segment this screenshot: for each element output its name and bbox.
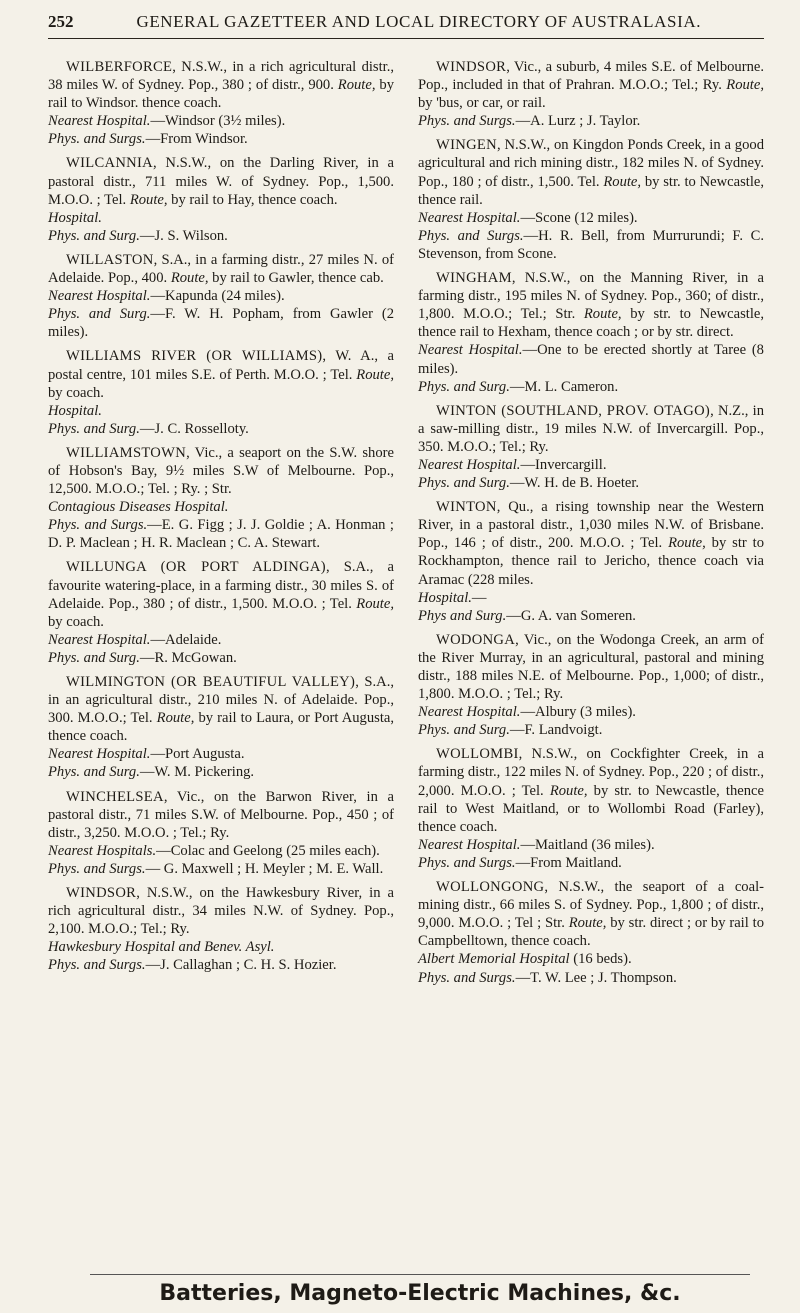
detail-label: Nearest Hospital. [418, 456, 521, 473]
entry-detail-line [418, 721, 764, 739]
detail-label: Phys. and Surgs. [48, 860, 146, 877]
route-label: Route, [170, 270, 209, 287]
detail-label: Phys. and Surg. [418, 722, 510, 739]
entry-description [48, 788, 394, 842]
detail-text: — [471, 589, 487, 606]
place-name: WILCANNIA [66, 155, 153, 172]
place-details: , N.S.W., on the Darling River, in a pastoral distr., 711 miles W. of Sydney. Pop., 1,500. M.O.O. ; Tel. [48, 155, 394, 208]
gazetteer-entry [418, 878, 764, 987]
detail-text: —E. G. Figg ; J. J. Goldie ; A. Honman ; D. P. Maclean ; H. R. Maclean ; C. A. Stewart. [48, 517, 394, 552]
entry-detail-line [418, 341, 764, 377]
text-columns [48, 58, 764, 993]
place-details: , N.S.W., on the Manning River, in a farming distr., 195 miles N. of Sydney. Pop., 360; of distr., 1,800. M.O.O.; Tel.; Str. [418, 270, 764, 323]
entry-detail-line [418, 854, 764, 872]
detail-text: —J. C. Rosselloty. [139, 420, 249, 437]
detail-text: —R. McGowan. [139, 649, 237, 666]
place-details: , Qu., a rising township near the Western River, in a pastoral distr., 1,030 miles N.W. of Brisbane. Pop., 146 ; of distr., 200. M.O.O. ; Tel. [418, 499, 764, 552]
page-header [48, 12, 764, 39]
entry-description [418, 269, 764, 341]
detail-label: Hawkesbury Hospital and Benev. Asyl. [48, 939, 275, 956]
gazetteer-entry [48, 673, 394, 782]
entry-detail-line [48, 956, 394, 974]
detail-label: Phys. and Surg. [48, 649, 140, 666]
route-details: by str to Rockhampton, thence rail to Jericho, thence coach via Aramac (228 miles. [418, 535, 765, 588]
place-name: WINDSOR [436, 59, 507, 75]
entry-detail-line [48, 130, 394, 148]
entry-detail-line [418, 607, 764, 625]
entry-detail-line [418, 589, 764, 607]
place-name: WINDSOR [66, 885, 137, 902]
entry-description [48, 58, 394, 112]
place-details: , Vic., a suburb, 4 miles S.E. of Melbourne. Pop., included in that of Prahran. M.O.O.; Tel.; Ry. [418, 59, 764, 94]
gazetteer-entry [418, 498, 764, 625]
running-title: GENERAL GAZETTEER AND LOCAL DIRECTORY OF AUSTRALASIA. [136, 12, 702, 31]
entry-description [418, 136, 764, 208]
place-details: , N.S.W., the seaport of a coal-mining distr., 66 miles S. of Sydney. Pop., 1,800 ; of distr., 9,000. M.O.O. ; Tel ; Str. [418, 879, 764, 932]
gazetteer-entry [48, 558, 394, 667]
detail-text: —Colac and Geelong (25 miles each). [156, 842, 380, 859]
place-name: WILLUNGA (OR PORT ALDINGA) [66, 559, 326, 576]
entry-detail-line [418, 836, 764, 854]
place-name: WINTON [436, 499, 497, 516]
detail-text: —W. M. Pickering. [139, 764, 255, 781]
detail-label: Phys. and Surg. [48, 764, 140, 781]
entry-detail-line [48, 842, 394, 860]
detail-text: —G. A. van Someren. [506, 607, 636, 624]
detail-text: —Albury (3 miles). [520, 704, 636, 721]
entry-description [48, 444, 394, 498]
place-name: WINTON (SOUTHLAND, PROV. OTAGO) [436, 402, 711, 419]
place-details: , Vic., on the Barwon River, in a pastoral distr., 71 miles S.W. of Melbourne. Pop., 450 ; of distr., 3,250. M.O.O. ; Tel.; Ry. [48, 788, 394, 841]
entry-detail-line [48, 649, 394, 667]
route-details: by coach. [48, 613, 104, 630]
detail-label: Phys. and Surgs. [418, 227, 524, 244]
entry-detail-line [418, 474, 764, 492]
entry-detail-line [48, 745, 394, 763]
gazetteer-entry [48, 58, 394, 148]
detail-label: Nearest Hospital. [418, 704, 521, 721]
entry-detail-line [418, 227, 764, 263]
place-name: WINGEN [436, 137, 497, 154]
detail-text: —Kapunda (24 miles). [150, 288, 285, 305]
entry-description [418, 402, 764, 456]
route-details: by rail to Hay, thence coach. [167, 191, 338, 208]
detail-text: —H. R. Bell, from Murrurundi; F. C. Stevenson, from Scone. [418, 227, 764, 262]
entry-detail-line [48, 209, 394, 227]
entry-description [418, 878, 764, 950]
route-details: by str. to Newcastle, thence rail to West Maitland, or to Wollombi Road (Farley), thence coach. [418, 782, 764, 835]
detail-text: —Windsor (3½ miles). [150, 113, 286, 130]
gazetteer-entry [48, 444, 394, 553]
place-details: , N.S.W., on Cockfighter Creek, in a farming distr., 122 miles N. of Sydney. Pop., 220 ; of distr., 2,000. M.O.O. ; Tel. [418, 746, 764, 799]
entry-detail-line [418, 378, 764, 396]
place-details: , Vic., a seaport on the S.W. shore of Hobson's Bay, 9½ miles S.W of Melbourne. Pop., 12,500. M.O.O.; Tel. ; Ry. ; Str. [48, 444, 394, 498]
detail-text: —W. H. de B. Hoeter. [509, 475, 640, 492]
detail-text: —J. Callaghan ; C. H. S. Hozier. [145, 957, 337, 974]
place-details: , W. A., a postal centre, 101 miles S.E. of Perth. M.O.O. ; Tel. [48, 348, 394, 383]
entry-description [48, 884, 394, 938]
gazetteer-entry [418, 631, 764, 740]
gazetteer-entry [48, 788, 394, 878]
gazetteer-entry [418, 402, 764, 492]
detail-label: Hospital. [418, 589, 472, 606]
detail-label: Phys. and Surg. [48, 227, 140, 244]
entry-description [48, 154, 394, 208]
detail-label: Nearest Hospital. [418, 836, 521, 853]
entry-detail-line [418, 703, 764, 721]
detail-label: Nearest Hospital. [48, 746, 151, 763]
gazetteer-entry [418, 58, 764, 130]
route-details: by str. to Newcastle, thence rail to Hexham, thence coach ; or by str. direct. [418, 306, 764, 341]
entry-detail-line [48, 631, 394, 649]
detail-text: —Port Augusta. [150, 746, 245, 763]
entry-detail-line [48, 420, 394, 438]
route-label: Route, [129, 191, 168, 208]
right-column [418, 58, 764, 993]
entry-detail-line [48, 516, 394, 552]
entry-detail-line [48, 498, 394, 516]
route-details: by 'bus, or car, or rail. [418, 95, 546, 112]
entry-detail-line [48, 402, 394, 420]
gazetteer-entry [418, 269, 764, 396]
detail-label: Phys. and Surg. [418, 475, 510, 492]
detail-label: Phys. and Surg. [418, 378, 510, 395]
detail-label: Hospital. [48, 402, 102, 419]
place-name: WOLLONGONG [436, 879, 545, 896]
entry-detail-line [48, 305, 394, 341]
place-details: , S.A., in an agricultural distr., 210 miles N. of Adelaide. Pop., 300. M.O.O.; Tel. [48, 674, 394, 727]
place-details: , N.S.W., in a rich agricultural distr., 38 miles W. of Sydney. Pop., 380 ; of distr., 900. [48, 59, 394, 94]
place-details: , S.A., a favourite watering-place, in a farming distr., 30 miles S. of Adelaide. Pop., 380 ; of distr., 1,500. M.O.O. ; Tel. [48, 559, 394, 612]
gazetteer-entry [48, 884, 394, 974]
route-label: Route, [156, 710, 195, 727]
detail-text: — G. Maxwell ; H. Meyler ; M. E. Wall. [145, 860, 384, 877]
detail-label: Phys. and Surg. [48, 420, 140, 437]
entry-detail-line [48, 763, 394, 781]
detail-label: Phys and Surg. [418, 607, 507, 624]
entry-detail-line [418, 456, 764, 474]
place-name: WILLIAMSTOWN [66, 444, 187, 461]
entry-description [418, 745, 764, 835]
detail-label: Phys. and Surgs. [418, 854, 516, 871]
entry-detail-line [48, 860, 394, 878]
detail-label: Phys. and Surgs. [418, 969, 516, 986]
route-label: Route, [726, 77, 764, 94]
footer-advert: Batteries, Magneto-Electric Machines, &c. [90, 1274, 750, 1306]
detail-text: —From Maitland. [515, 854, 622, 871]
route-label: Route, [583, 306, 622, 323]
route-details: by str. direct ; or by rail to Campbelltown, thence coach. [418, 915, 764, 950]
detail-text: —F. W. H. Popham, from Gawler (2 miles). [48, 306, 394, 341]
entry-detail-line [418, 950, 764, 968]
detail-text: —A. Lurz ; J. Taylor. [515, 113, 641, 130]
place-details: , N.Z., in a saw-milling distr., 19 miles N.W. of Invercargill. Pop., 350. M.O.O.; Tel.; Ry. [418, 402, 764, 455]
detail-text: —T. W. Lee ; J. Thompson. [515, 969, 677, 986]
detail-label: Phys. and Surgs. [48, 517, 148, 534]
place-name: WILLIAMS RIVER (OR WILLIAMS) [66, 348, 323, 365]
detail-label: Albert Memorial Hospital [418, 951, 570, 968]
entry-detail-line [48, 112, 394, 130]
left-column [48, 58, 394, 993]
detail-label: Nearest Hospital. [418, 209, 521, 226]
detail-label: Nearest Hospital. [48, 288, 151, 305]
place-details: , N.S.W., on Kingdon Ponds Creek, in a good agricultural and rich mining distr., 182 miles N. of Sydney. Pop., 180 ; of distr., 1,500. Tel. [418, 137, 764, 190]
entry-detail-line [48, 287, 394, 305]
gazetteer-entry [418, 136, 764, 263]
detail-label: Phys. and Surg. [48, 306, 151, 323]
route-label: Route, [356, 366, 394, 383]
detail-label: Nearest Hospital. [48, 631, 151, 648]
detail-text: —M. L. Cameron. [509, 378, 619, 395]
place-details: , N.S.W., on the Hawkesbury River, in a rich agricultural distr., 34 miles N.W. of Sydney. Pop., 2,100. M.O.O.; Tel.; Ry. [48, 885, 394, 938]
place-name: WOLLOMBI [436, 746, 519, 763]
detail-label: Phys. and Surgs. [48, 957, 146, 974]
place-name: WINCHELSEA [66, 788, 164, 805]
entry-detail-line [418, 209, 764, 227]
route-details: by str. to Newcastle, thence rail. [418, 173, 765, 208]
page-number: 252 [48, 12, 74, 31]
detail-label: Hospital. [48, 209, 102, 226]
entry-description [48, 558, 394, 630]
entry-description [48, 673, 394, 745]
place-details: , S.A., in a farming distr., 27 miles N. of Adelaide. Pop., 400. [48, 251, 394, 287]
entry-description [418, 498, 764, 588]
detail-label: Nearest Hospitals. [48, 842, 157, 859]
route-label: Route, [668, 535, 706, 552]
detail-text: —F. Landvoigt. [509, 722, 603, 739]
detail-text: —From Windsor. [145, 131, 248, 148]
route-label: Route, [568, 915, 607, 932]
entry-detail-line [48, 227, 394, 245]
route-details: by coach. [48, 384, 104, 401]
entry-detail-line [48, 938, 394, 956]
detail-label: Contagious Diseases Hospital. [48, 499, 229, 516]
gazetteer-entry [48, 154, 394, 244]
place-name: WILLASTON [66, 251, 154, 268]
place-name: WINGHAM [436, 270, 512, 287]
detail-text: —Maitland (36 miles). [520, 836, 655, 853]
detail-text: —Adelaide. [150, 631, 222, 648]
entry-description [418, 58, 764, 112]
route-details: by rail to Laura, or Port Augusta, thence coach. [48, 710, 395, 745]
place-details: , Vic., on the Wodonga Creek, an arm of the River Murray, in an agricultural, pastoral and mining distr., 188 miles N.E. of Melbourne. Pop., 1,000; of distr., 1,800. M.O.O. ; Tel.; Ry. [418, 631, 764, 703]
entry-description [48, 347, 394, 401]
gazetteer-entry [48, 251, 394, 341]
route-label: Route, [549, 782, 588, 799]
entry-description [418, 631, 764, 703]
detail-text: (16 beds). [569, 951, 632, 968]
route-details: by rail to Windsor. thence coach. [48, 77, 394, 112]
route-label: Route, [337, 77, 376, 94]
gazetteer-entry [48, 347, 394, 437]
entry-detail-line [418, 969, 764, 987]
entry-description [48, 251, 394, 287]
route-label: Route, [603, 173, 642, 190]
detail-text: —One to be erected shortly at Taree (8 miles). [418, 342, 764, 377]
place-name: WODONGA [436, 631, 516, 648]
detail-text: —Invercargill. [520, 456, 607, 473]
place-name: WILBERFORCE [66, 59, 173, 75]
detail-text: —J. S. Wilson. [139, 227, 228, 244]
route-details: by rail to Gawler, thence cab. [208, 270, 384, 287]
detail-text: —Scone (12 miles). [520, 209, 638, 226]
place-name: WILMINGTON (OR BEAUTIFUL VALLEY) [66, 674, 356, 690]
gazetteer-entry [418, 745, 764, 872]
entry-detail-line [418, 112, 764, 130]
route-label: Route, [356, 595, 394, 612]
detail-label: Nearest Hospital. [418, 342, 523, 359]
detail-label: Nearest Hospital. [48, 113, 151, 130]
detail-label: Phys. and Surgs. [418, 113, 516, 130]
detail-label: Phys. and Surgs. [48, 131, 146, 148]
